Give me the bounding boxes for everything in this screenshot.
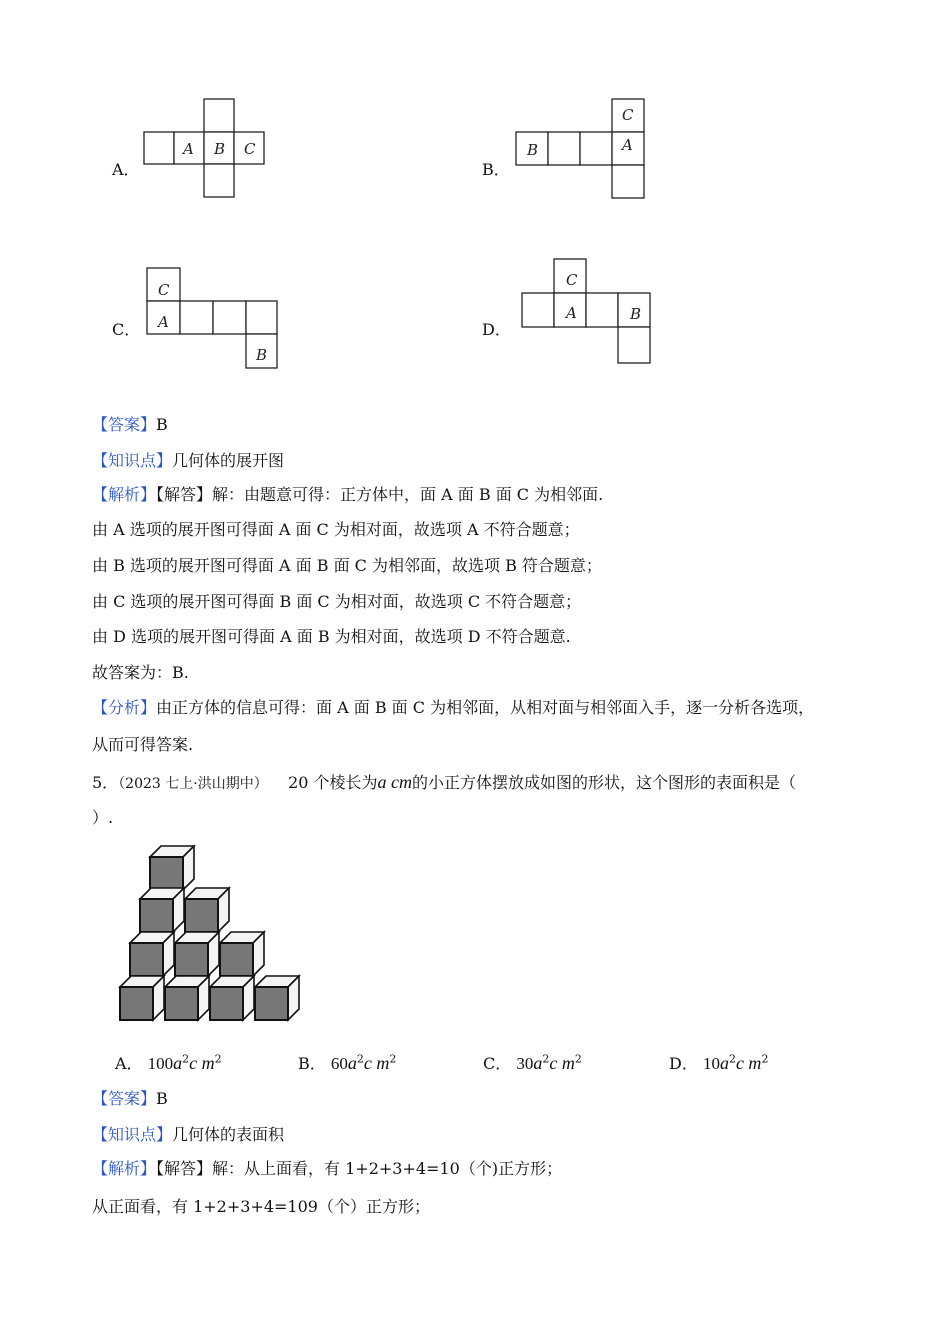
net-option-c	[143, 264, 283, 374]
knowledge-value: 几何体的表面积	[172, 1125, 285, 1144]
cube-9	[120, 976, 164, 1020]
option-unit: c m	[189, 1053, 215, 1073]
option-label: C．	[483, 1054, 512, 1073]
q4-knowledge-line	[92, 450, 284, 472]
option-exp: 2	[182, 1052, 190, 1066]
analysis-tag: 【解析】	[92, 1159, 157, 1178]
net-option-a	[140, 95, 270, 205]
q5-stem-line-2: ）.	[92, 808, 114, 827]
option-exp: 2	[728, 1052, 736, 1066]
cube-5	[130, 932, 174, 976]
option-unit-exp: 2	[214, 1052, 222, 1066]
q5-answer-line	[92, 1088, 168, 1110]
option-unit: c m	[549, 1053, 575, 1073]
net-a-letter-3: C	[244, 140, 256, 158]
cube-7	[210, 976, 254, 1020]
option-var: a	[347, 1053, 357, 1073]
question-source: （2023 七上·洪山期中）	[118, 776, 268, 792]
net-a-letter-1: A	[183, 140, 194, 158]
q4-analysis-line-2: 由 A 选项的展开图可得面 A 面 C 为相对面，故选项 A 不符合题意；	[92, 520, 580, 539]
q4-analysis-line-3: 由 B 选项的展开图可得面 A 面 B 面 C 为相邻面，故选项 B 符合题意；	[92, 556, 602, 575]
option-unit-exp: 2	[574, 1052, 582, 1066]
answer-tag: 【答案】	[92, 415, 157, 434]
knowledge-tag: 【知识点】	[92, 1125, 173, 1144]
analysis-text: 解：从上面看，有 1+2+3+4=10（个)正方形；	[212, 1159, 563, 1178]
option-unit: c m	[363, 1053, 390, 1073]
cube-0	[150, 846, 194, 890]
option-coef: 30	[516, 1054, 534, 1073]
q5-option-d[interactable]	[669, 1051, 768, 1074]
cube-8	[165, 976, 209, 1020]
option-coef: 10	[702, 1054, 720, 1073]
answer-value: B	[156, 415, 168, 434]
option-label: B．	[298, 1054, 326, 1073]
option-label: D．	[669, 1054, 698, 1073]
solve-tag: 【解答】	[156, 485, 213, 504]
cube-6	[255, 976, 299, 1020]
option-b-label: B．	[482, 160, 510, 179]
option-coef: 60	[330, 1054, 348, 1073]
fenxi-text: 由正方体的信息可得：面 A 面 B 面 C 为相邻面，从相对面与相邻面入手，逐一分析各选项，	[156, 698, 815, 717]
net-a-letter-2: B	[214, 140, 226, 158]
option-d-label: D．	[482, 320, 511, 339]
knowledge-value: 几何体的展开图	[172, 451, 285, 470]
option-exp: 2	[542, 1052, 550, 1066]
option-var: a	[533, 1053, 543, 1073]
stem-text-pre: 20 个棱长为	[288, 773, 378, 792]
q4-fenxi-line-1	[92, 697, 814, 719]
q4-analysis-line-5: 由 D 选项的展开图可得面 A 面 B 为相对面，故选项 D 不符合题意.	[92, 627, 571, 646]
q4-fenxi-line-2: 从而可得答案.	[92, 735, 194, 754]
stem-text-post: 的小正方体摆放成如图的形状，这个图形的表面积是（	[412, 773, 797, 792]
option-exp: 2	[356, 1052, 364, 1066]
q5-option-c[interactable]	[483, 1051, 582, 1074]
option-c-label: C．	[112, 320, 141, 339]
q4-answer-line	[92, 414, 168, 436]
option-var: a	[719, 1053, 729, 1073]
stem-variable: a cm	[377, 772, 413, 792]
cube-4	[175, 932, 219, 976]
q5-option-a[interactable]	[115, 1051, 222, 1074]
option-coef: 100	[147, 1054, 174, 1073]
q4-analysis-line-6: 故答案为：B.	[92, 663, 189, 682]
q5-knowledge-line	[92, 1124, 284, 1146]
solve-tag: 【解答】	[156, 1159, 213, 1178]
question-number: 5．	[92, 773, 119, 792]
analysis-tag: 【解析】	[92, 485, 157, 504]
cube-1	[185, 888, 229, 932]
net-b-letter-3: A	[622, 136, 633, 154]
net-c-letter-2: A	[158, 313, 169, 331]
option-unit-exp: 2	[761, 1052, 769, 1066]
option-a-label: A．	[112, 160, 140, 179]
q4-analysis-line-4: 由 C 选项的展开图可得面 B 面 C 为相对面，故选项 C 不符合题意；	[92, 592, 582, 611]
knowledge-tag: 【知识点】	[92, 451, 173, 470]
cube-2	[140, 888, 184, 932]
answer-tag: 【答案】	[92, 1089, 157, 1108]
fenxi-tag: 【分析】	[92, 698, 157, 717]
net-option-d	[518, 255, 658, 370]
q5-stem	[92, 771, 796, 795]
option-unit: c m	[735, 1053, 762, 1073]
answer-value: B	[156, 1089, 168, 1108]
net-d-letter-1: C	[566, 271, 578, 289]
net-c-letter-1: C	[158, 281, 170, 299]
net-option-b	[512, 95, 652, 205]
analysis-text: 解：由题意可得：正方体中，面 A 面 B 面 C 为相邻面.	[212, 485, 604, 504]
q5-analysis-line-1	[92, 1158, 562, 1180]
net-b-letter-2: B	[527, 141, 539, 159]
option-var: a	[173, 1053, 183, 1073]
q5-option-b[interactable]	[298, 1051, 396, 1074]
cube-3	[220, 932, 264, 976]
q5-analysis-line-2: 从正面看，有 1+2+3+4=109（个）正方形；	[92, 1197, 430, 1216]
q4-analysis-line-1	[92, 484, 603, 506]
net-d-letter-3: B	[630, 305, 642, 323]
net-b-letter-1: C	[622, 106, 634, 124]
option-unit-exp: 2	[389, 1052, 397, 1066]
option-label: A．	[115, 1054, 143, 1073]
net-c-letter-3: B	[256, 346, 268, 364]
net-d-letter-2: A	[566, 304, 577, 322]
cube-stack-figure	[116, 845, 306, 1035]
